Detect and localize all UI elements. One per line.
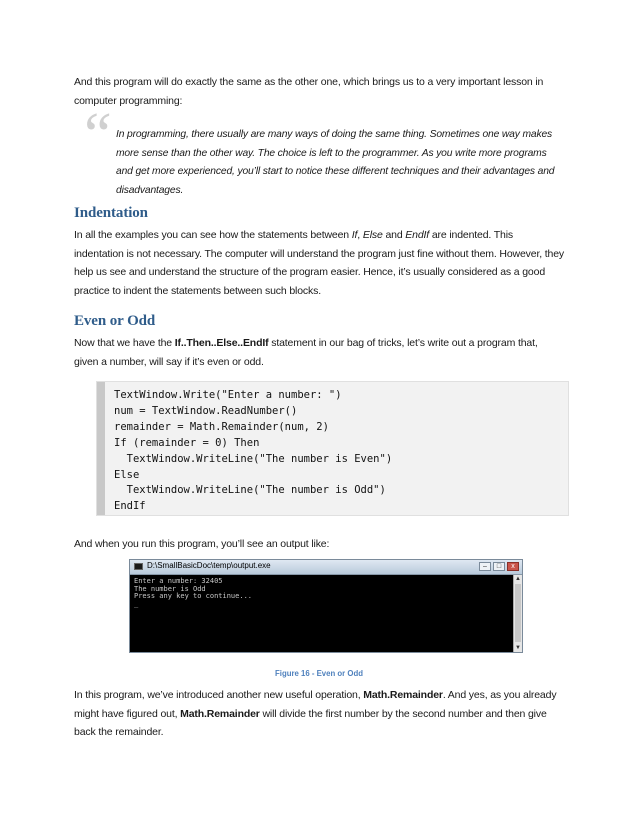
quote-mark-icon: “ xyxy=(78,101,113,169)
code-line: EndIf xyxy=(114,500,146,513)
final-paragraph xyxy=(74,686,564,742)
even-odd-text-2: statement in our bag of tricks, let’s write out a program that, given a number, will say if it’s even or odd. xyxy=(74,337,538,368)
indentation-text-1: In all the examples you can see how the statements between xyxy=(74,229,352,241)
code-block xyxy=(96,381,569,516)
final-text-3: will divide the first number by the second number and then give back the remainder. xyxy=(74,707,547,738)
indentation-heading: Indentation xyxy=(74,205,148,221)
scrollbar-thumb xyxy=(515,584,521,642)
code-line: remainder = Math.Remainder(num, 2) xyxy=(114,420,329,433)
keyword-if-then-else: If..Then..Else..EndIf xyxy=(174,337,269,349)
code-line: Else xyxy=(114,468,140,481)
figure-caption: Figure 16 - Even or Odd xyxy=(275,669,363,678)
scroll-down-icon: ▼ xyxy=(515,645,521,651)
indentation-and: and xyxy=(382,229,406,241)
scroll-up-icon: ▲ xyxy=(515,576,521,582)
code-line: num = TextWindow.ReadNumber() xyxy=(114,404,298,417)
intro-paragraph: And this program will do exactly the same as the other one, which brings us to a very important lesson in computer programming: xyxy=(74,76,544,107)
run-paragraph: And when you run this program, you’ll see an output like: xyxy=(74,538,330,550)
even-odd-text-1: Now that we have the xyxy=(74,337,175,349)
keyword-endif: EndIf xyxy=(405,229,430,241)
code-line: TextWindow.WriteLine("The number is Even") xyxy=(114,452,393,465)
console-cursor: _ xyxy=(134,599,139,608)
final-text-1: In this program, we’ve introduced another new useful operation, xyxy=(74,689,364,701)
console-output xyxy=(134,578,252,608)
code-line: TextWindow.Write("Enter a number: ") xyxy=(114,389,342,401)
console-line: Enter a number: 32405 xyxy=(134,577,223,585)
indentation-paragraph xyxy=(74,226,564,300)
console-titlebar xyxy=(130,560,522,575)
maximize-icon: □ xyxy=(493,562,505,571)
console-title: D:\SmallBasicDoc\temp\output.exe xyxy=(147,561,271,570)
close-icon: x xyxy=(507,562,519,571)
console-line: Press any key to continue... xyxy=(134,592,253,601)
pull-quote: In programming, there usually are many ways of doing the same thing. Sometimes one way makes more sense than the other way. The choice is left to the programmer. As you write more programs and get more experienced, you’ll start to notice these different techniques and their advantages and disadvantages. xyxy=(116,129,555,197)
console-scrollbar xyxy=(513,575,522,652)
even-or-odd-heading: Even or Odd xyxy=(74,313,156,329)
console-app-icon xyxy=(134,563,143,570)
code-lines xyxy=(114,388,392,515)
minimize-icon: – xyxy=(479,562,491,571)
window-controls xyxy=(479,562,519,571)
indentation-sep: , xyxy=(357,229,363,241)
even-or-odd-paragraph xyxy=(74,334,564,371)
keyword-if: If xyxy=(351,229,358,241)
console-window-screenshot xyxy=(129,559,523,653)
console-line: The number is Odd xyxy=(134,584,206,593)
code-line: TextWindow.WriteLine("The number is Odd") xyxy=(114,484,386,497)
keyword-else: Else xyxy=(362,229,383,241)
code-block-bar xyxy=(97,382,105,515)
final-text-2: . And yes, as you already might have figured out, xyxy=(74,689,557,720)
code-line: If (remainder = 0) Then xyxy=(114,436,260,449)
keyword-math-remainder: Math.Remainder xyxy=(180,707,260,720)
indentation-text-2: are indented. This indentation is not necessary. The computer will understand the program just fine without them. However, they help us see and understand the structure of the program easier. Hence, it’s usually considered as a good practice to indent the statements between such blocks. xyxy=(74,229,565,297)
keyword-math-remainder: Math.Remainder xyxy=(363,689,443,701)
